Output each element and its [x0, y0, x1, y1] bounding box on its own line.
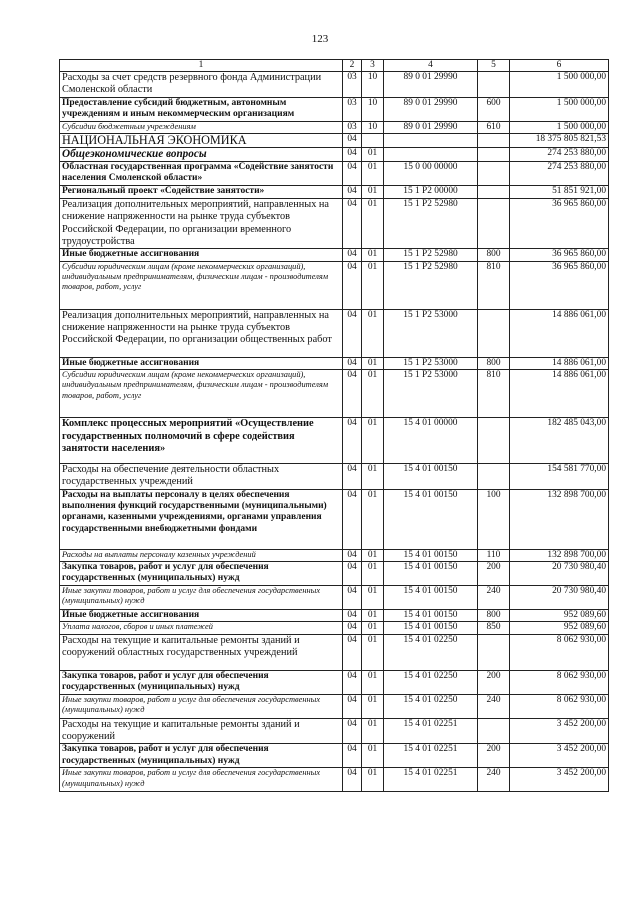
budget-table — [59, 59, 609, 792]
cell-target-article: 15 4 01 02250 — [384, 694, 478, 718]
header-cell-amount: 6 — [510, 60, 609, 72]
cell-target-article: 15 4 01 02251 — [384, 718, 478, 744]
cell-target-article: 89 0 01 29990 — [384, 97, 478, 121]
table-row — [60, 670, 609, 694]
cell-section: 04 — [343, 549, 362, 561]
cell-target-article: 15 4 01 00150 — [384, 622, 478, 634]
cell-expense-type: 850 — [478, 622, 510, 634]
cell-amount: 51 851 921,00 — [510, 186, 609, 199]
table-row — [60, 718, 609, 744]
cell-subsection: 01 — [362, 586, 384, 610]
cell-section: 04 — [343, 418, 362, 464]
cell-target-article: 15 1 P2 52980 — [384, 261, 478, 309]
cell-amount: 20 730 980,40 — [510, 586, 609, 610]
cell-subsection: 10 — [362, 72, 384, 98]
cell-section: 04 — [343, 134, 362, 148]
cell-amount: 3 452 200,00 — [510, 744, 609, 768]
cell-section: 03 — [343, 97, 362, 121]
cell-target-article: 89 0 01 29990 — [384, 121, 478, 133]
table-row — [60, 549, 609, 561]
cell-expense-type — [478, 634, 510, 670]
cell-name: Уплата налогов, сборов и иных платежей — [60, 622, 343, 634]
cell-section: 04 — [343, 718, 362, 744]
cell-section: 04 — [343, 694, 362, 718]
cell-name: Расходы на текущие и капитальные ремонты зданий и сооружений — [60, 718, 343, 744]
cell-expense-type — [478, 186, 510, 199]
cell-target-article: 15 4 01 00150 — [384, 610, 478, 622]
table-row — [60, 134, 609, 148]
cell-target-article: 15 1 P2 52980 — [384, 249, 478, 261]
cell-name: Иные закупки товаров, работ и услуг для обеспечения государственных (муниципальных) нужд — [60, 768, 343, 792]
cell-subsection: 01 — [362, 744, 384, 768]
table-row — [60, 249, 609, 261]
cell-section: 04 — [343, 148, 362, 162]
cell-expense-type: 200 — [478, 744, 510, 768]
cell-name: Субсидии юридическим лицам (кроме некоммерческих организаций), индивидуальным предпринимателям, физическим лицам - производителям товаров, работ, услуг — [60, 261, 343, 309]
cell-target-article: 15 4 01 00150 — [384, 562, 478, 586]
cell-name: Иные бюджетные ассигнования — [60, 357, 343, 369]
cell-section: 04 — [343, 744, 362, 768]
cell-name: Реализация дополнительных мероприятий, направленных на снижение напряженности на рынке труда субъектов Российской Федерации, по организации временного трудоустройства — [60, 199, 343, 249]
cell-target-article: 15 1 P2 53000 — [384, 370, 478, 418]
cell-amount: 8 062 930,00 — [510, 634, 609, 670]
cell-section: 04 — [343, 186, 362, 199]
cell-expense-type: 110 — [478, 549, 510, 561]
cell-target-article: 15 4 01 02251 — [384, 768, 478, 792]
cell-section: 04 — [343, 199, 362, 249]
cell-amount: 3 452 200,00 — [510, 768, 609, 792]
header-cell-target-article: 4 — [384, 60, 478, 72]
cell-target-article: 15 4 01 02251 — [384, 744, 478, 768]
table-row — [60, 610, 609, 622]
cell-expense-type: 240 — [478, 694, 510, 718]
cell-section: 04 — [343, 370, 362, 418]
cell-name: Закупка товаров, работ и услуг для обеспечения государственных (муниципальных) нужд — [60, 562, 343, 586]
table-row — [60, 622, 609, 634]
cell-amount: 274 253 880,00 — [510, 162, 609, 186]
cell-name: Иные бюджетные ассигнования — [60, 610, 343, 622]
cell-amount: 132 898 700,00 — [510, 489, 609, 549]
cell-subsection: 01 — [362, 549, 384, 561]
cell-name: Субсидии юридическим лицам (кроме некоммерческих организаций), индивидуальным предпринимателям, физическим лицам - производителям товаров, работ, услуг — [60, 370, 343, 418]
cell-target-article: 15 0 00 00000 — [384, 162, 478, 186]
cell-subsection: 01 — [362, 309, 384, 357]
table-body — [60, 72, 609, 792]
cell-section: 04 — [343, 162, 362, 186]
cell-section: 04 — [343, 670, 362, 694]
cell-subsection: 01 — [362, 634, 384, 670]
header-cell-section: 2 — [343, 60, 362, 72]
cell-target-article: 15 4 01 00000 — [384, 418, 478, 464]
cell-amount: 14 886 061,00 — [510, 357, 609, 369]
cell-amount: 8 062 930,00 — [510, 670, 609, 694]
cell-name: Иные бюджетные ассигнования — [60, 249, 343, 261]
cell-subsection: 01 — [362, 670, 384, 694]
cell-amount: 132 898 700,00 — [510, 549, 609, 561]
cell-subsection: 01 — [362, 261, 384, 309]
cell-amount: 1 500 000,00 — [510, 97, 609, 121]
cell-expense-type: 800 — [478, 610, 510, 622]
table-row — [60, 121, 609, 133]
cell-amount: 154 581 770,00 — [510, 464, 609, 490]
cell-amount: 1 500 000,00 — [510, 121, 609, 133]
table-row — [60, 309, 609, 357]
header-cell-expense-type: 5 — [478, 60, 510, 72]
table-row — [60, 562, 609, 586]
cell-amount: 36 965 860,00 — [510, 199, 609, 249]
table-row — [60, 418, 609, 464]
table-row — [60, 148, 609, 162]
cell-target-article: 15 4 01 00150 — [384, 586, 478, 610]
cell-name: Предоставление субсидий бюджетным, автономным учреждениям и иным некоммерческим организациям — [60, 97, 343, 121]
table-row — [60, 261, 609, 309]
cell-amount: 1 500 000,00 — [510, 72, 609, 98]
cell-name: Иные закупки товаров, работ и услуг для обеспечения государственных (муниципальных) нужд — [60, 586, 343, 610]
cell-subsection: 01 — [362, 148, 384, 162]
cell-section: 04 — [343, 249, 362, 261]
cell-name: Иные закупки товаров, работ и услуг для обеспечения государственных (муниципальных) нужд — [60, 694, 343, 718]
cell-subsection: 01 — [362, 489, 384, 549]
table-row — [60, 72, 609, 98]
cell-expense-type — [478, 418, 510, 464]
cell-name: Реализация дополнительных мероприятий, направленных на снижение напряженности на рынке труда субъектов Российской Федерации, по организации общественных работ — [60, 309, 343, 357]
table-row — [60, 694, 609, 718]
cell-amount: 274 253 880,00 — [510, 148, 609, 162]
cell-target-article: 15 1 P2 52980 — [384, 199, 478, 249]
cell-subsection: 01 — [362, 249, 384, 261]
cell-subsection — [362, 134, 384, 148]
cell-subsection: 01 — [362, 768, 384, 792]
cell-section: 04 — [343, 309, 362, 357]
cell-name: Общеэкономические вопросы — [60, 148, 343, 162]
header-cell-name: 1 — [60, 60, 343, 72]
cell-name: Закупка товаров, работ и услуг для обеспечения государственных (муниципальных) нужд — [60, 744, 343, 768]
cell-subsection: 01 — [362, 610, 384, 622]
cell-subsection: 01 — [362, 370, 384, 418]
cell-name: НАЦИОНАЛЬНАЯ ЭКОНОМИКА — [60, 134, 343, 148]
cell-section: 04 — [343, 622, 362, 634]
cell-name: Региональный проект «Содействие занятости» — [60, 186, 343, 199]
table-row — [60, 199, 609, 249]
cell-section: 03 — [343, 121, 362, 133]
table-row — [60, 162, 609, 186]
cell-subsection: 01 — [362, 357, 384, 369]
cell-expense-type: 240 — [478, 586, 510, 610]
cell-amount: 8 062 930,00 — [510, 694, 609, 718]
cell-subsection: 01 — [362, 562, 384, 586]
cell-section: 04 — [343, 357, 362, 369]
cell-target-article: 15 4 01 00150 — [384, 464, 478, 490]
cell-subsection: 01 — [362, 418, 384, 464]
cell-subsection: 01 — [362, 186, 384, 199]
cell-expense-type — [478, 718, 510, 744]
cell-section: 03 — [343, 72, 362, 98]
cell-expense-type: 800 — [478, 249, 510, 261]
cell-target-article — [384, 148, 478, 162]
cell-amount: 36 965 860,00 — [510, 249, 609, 261]
cell-subsection: 01 — [362, 162, 384, 186]
cell-target-article — [384, 134, 478, 148]
cell-section: 04 — [343, 610, 362, 622]
cell-amount: 20 730 980,40 — [510, 562, 609, 586]
cell-target-article: 15 4 01 00150 — [384, 549, 478, 561]
cell-subsection: 10 — [362, 97, 384, 121]
cell-subsection: 01 — [362, 694, 384, 718]
cell-subsection: 10 — [362, 121, 384, 133]
table-row — [60, 464, 609, 490]
cell-name: Расходы на обеспечение деятельности областных государственных учреждений — [60, 464, 343, 490]
cell-expense-type — [478, 148, 510, 162]
cell-expense-type — [478, 134, 510, 148]
table-row — [60, 586, 609, 610]
cell-amount: 14 886 061,00 — [510, 309, 609, 357]
table-row — [60, 768, 609, 792]
cell-expense-type: 200 — [478, 562, 510, 586]
cell-expense-type: 810 — [478, 370, 510, 418]
cell-target-article: 15 1 P2 53000 — [384, 309, 478, 357]
cell-section: 04 — [343, 464, 362, 490]
page-number: 123 — [311, 33, 329, 45]
table-row — [60, 370, 609, 418]
cell-expense-type — [478, 464, 510, 490]
cell-name: Комплекс процессных мероприятий «Осуществление государственных полномочий в сфере содействия занятости населения» — [60, 418, 343, 464]
table-row — [60, 97, 609, 121]
cell-name: Расходы на выплаты персоналу казенных учреждений — [60, 549, 343, 561]
cell-expense-type — [478, 162, 510, 186]
cell-amount: 14 886 061,00 — [510, 370, 609, 418]
cell-target-article: 15 4 01 02250 — [384, 634, 478, 670]
cell-name: Расходы на выплаты персоналу в целях обеспечения выполнения функций государственными (муниципальными) органами, казенными учреждениями, органами управления государственными внебюджетными фондами — [60, 489, 343, 549]
cell-target-article: 89 0 01 29990 — [384, 72, 478, 98]
cell-name: Областная государственная программа «Содействие занятости населения Смоленской области» — [60, 162, 343, 186]
cell-expense-type: 600 — [478, 97, 510, 121]
cell-name: Расходы на текущие и капитальные ремонты зданий и сооружений областных государственных учреждений — [60, 634, 343, 670]
cell-amount: 18 375 805 821,53 — [510, 134, 609, 148]
cell-amount: 952 089,60 — [510, 610, 609, 622]
cell-expense-type: 100 — [478, 489, 510, 549]
cell-expense-type: 200 — [478, 670, 510, 694]
cell-name: Закупка товаров, работ и услуг для обеспечения государственных (муниципальных) нужд — [60, 670, 343, 694]
table-header-row — [60, 60, 609, 72]
cell-expense-type — [478, 199, 510, 249]
cell-section: 04 — [343, 768, 362, 792]
cell-name: Субсидии бюджетным учреждениям — [60, 121, 343, 133]
cell-target-article: 15 4 01 02250 — [384, 670, 478, 694]
cell-section: 04 — [343, 634, 362, 670]
table-row — [60, 186, 609, 199]
cell-subsection: 01 — [362, 199, 384, 249]
cell-amount: 182 485 043,00 — [510, 418, 609, 464]
cell-subsection: 01 — [362, 718, 384, 744]
table-row — [60, 489, 609, 549]
cell-expense-type — [478, 72, 510, 98]
cell-target-article: 15 1 P2 53000 — [384, 357, 478, 369]
cell-expense-type: 810 — [478, 261, 510, 309]
cell-amount: 36 965 860,00 — [510, 261, 609, 309]
cell-section: 04 — [343, 489, 362, 549]
cell-section: 04 — [343, 261, 362, 309]
cell-target-article: 15 1 P2 00000 — [384, 186, 478, 199]
cell-target-article: 15 4 01 00150 — [384, 489, 478, 549]
cell-subsection: 01 — [362, 622, 384, 634]
cell-expense-type — [478, 309, 510, 357]
cell-amount: 3 452 200,00 — [510, 718, 609, 744]
table-row — [60, 744, 609, 768]
cell-name: Расходы за счет средств резервного фонда Администрации Смоленской области — [60, 72, 343, 98]
cell-subsection: 01 — [362, 464, 384, 490]
cell-expense-type: 240 — [478, 768, 510, 792]
header-cell-subsection: 3 — [362, 60, 384, 72]
cell-amount: 952 089,60 — [510, 622, 609, 634]
cell-section: 04 — [343, 562, 362, 586]
cell-section: 04 — [343, 586, 362, 610]
cell-expense-type: 610 — [478, 121, 510, 133]
table-row — [60, 357, 609, 369]
table-row — [60, 634, 609, 670]
cell-expense-type: 800 — [478, 357, 510, 369]
